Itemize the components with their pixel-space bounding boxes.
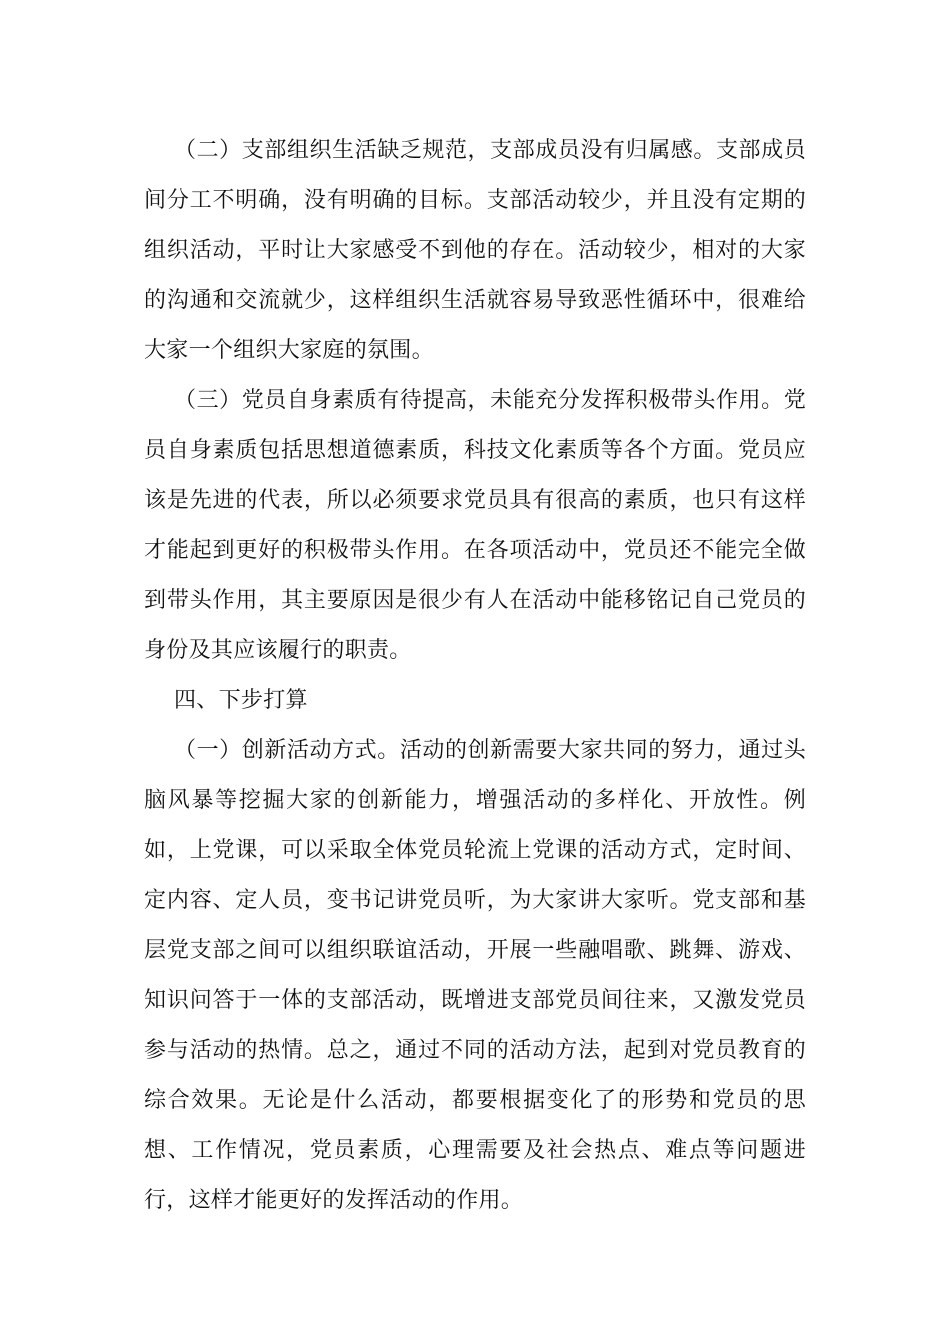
- document-body: [144, 126, 806, 1226]
- paragraph-member-quality: （三）党员自身素质有待提高，未能充分发挥积极带头作用。党员自身素质包括思想道德素质，科技文化素质等各个方面。党员应该是先进的代表，所以必须要求党员具有很高的素质，也只有这样才能起到更好的积极带头作用。在各项活动中，党员还不能完全做到带头作用，其主要原因是很少有人在活动中能移铭记自己党员的身份及其应该履行的职责。: [144, 388, 806, 663]
- paragraph-innovate-activities: （一）创新活动方式。活动的创新需要大家共同的努力，通过头脑风暴等挖掘大家的创新能力，增强活动的多样化、开放性。例如，上党课，可以采取全体党员轮流上党课的活动方式，定时间、定内容、定人员，变书记讲党员听，为大家讲大家听。党支部和基层党支部之间可以组织联谊活动，开展一些融唱歌、跳舞、游戏、知识问答于一体的支部活动，既增进支部党员间往来，又激发党员参与活动的热情。总之，通过不同的活动方法，起到对党员教育的综合效果。无论是什么活动，都要根据变化了的形势和党员的思想、工作情况，党员素质，心理需要及社会热点、难点等问题进行，这样才能更好的发挥活动的作用。: [144, 738, 806, 1213]
- paragraph-branch-life: （二）支部组织生活缺乏规范，支部成员没有归属感。支部成员间分工不明确，没有明确的目标。支部活动较少，并且没有定期的组织活动，平时让大家感受不到他的存在。活动较少，相对的大家的沟通和交流就少，这样组织生活就容易导致恶性循环中，很难给大家一个组织大家庭的氛围。: [144, 138, 806, 363]
- section-heading-next-steps: 四、下步打算: [174, 688, 308, 713]
